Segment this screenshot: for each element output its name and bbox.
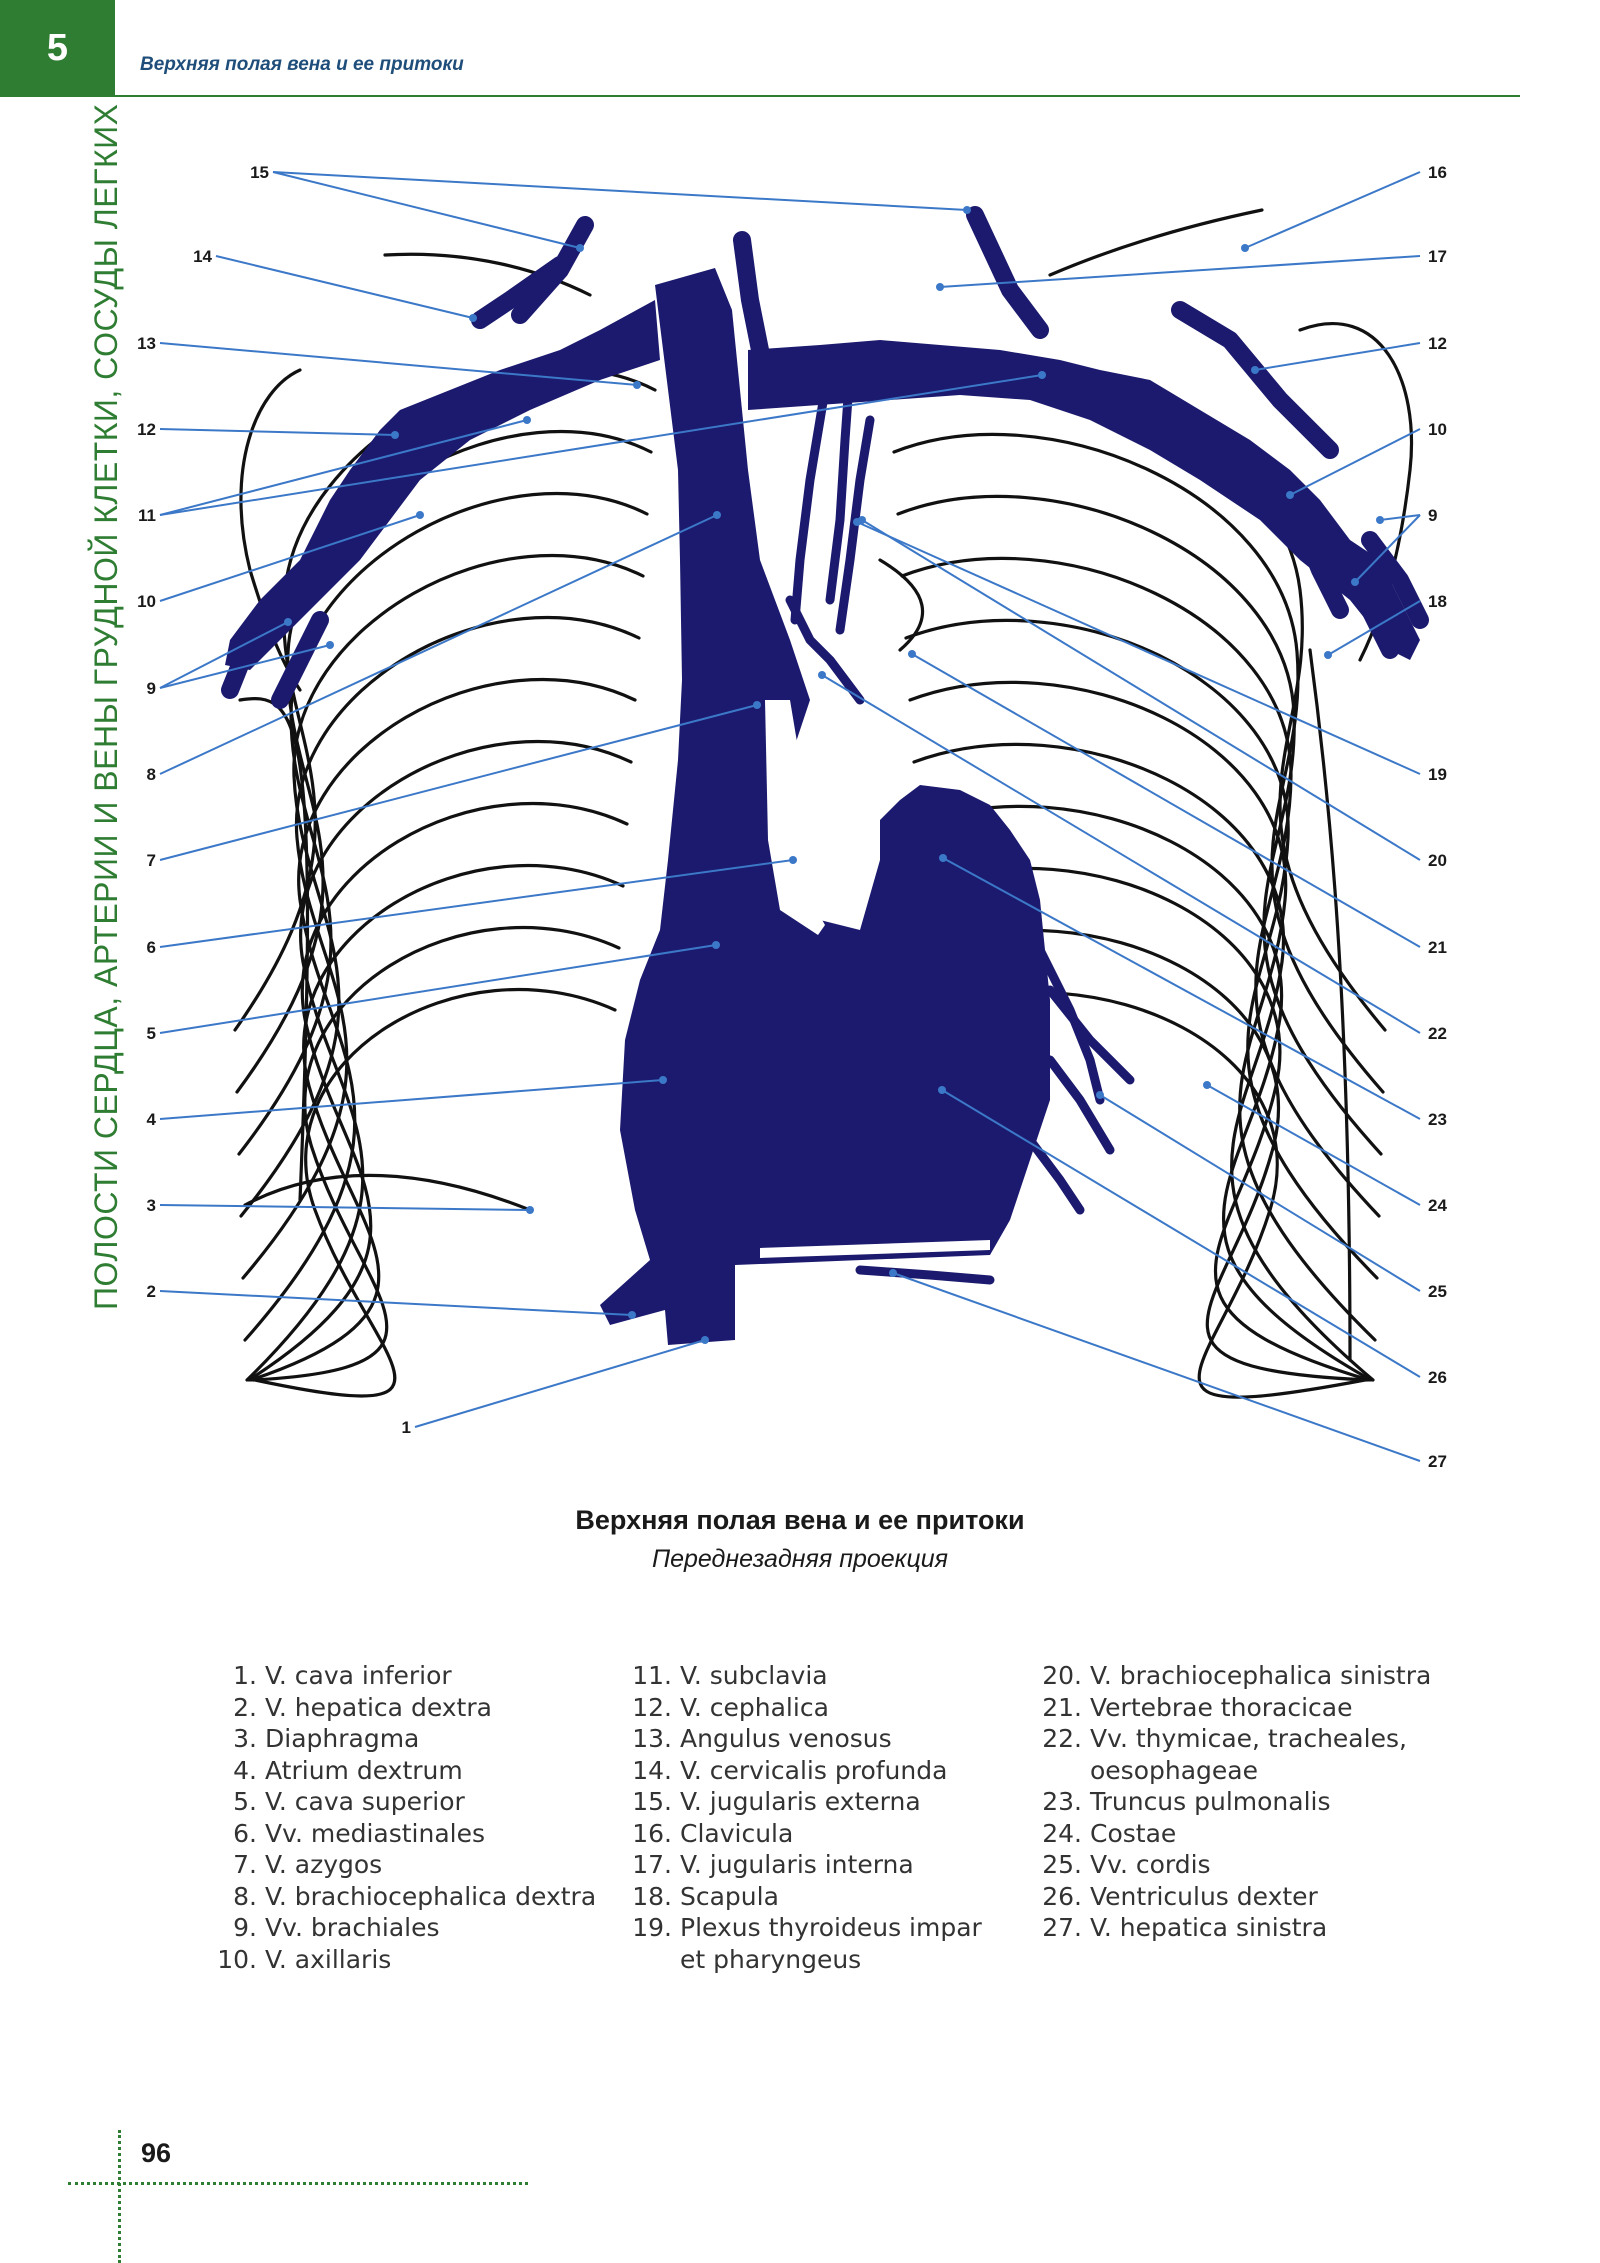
callout-number-25: 25 bbox=[1428, 1282, 1447, 1301]
callout-number-12: 12 bbox=[137, 420, 156, 439]
legend-item-number: 5. bbox=[233, 1787, 257, 1816]
legend-item bbox=[1040, 1849, 1500, 1881]
leader-dot bbox=[326, 641, 334, 649]
legend-item-number: 24. bbox=[1042, 1818, 1082, 1848]
callout-number-24: 24 bbox=[1428, 1196, 1447, 1215]
legend-item bbox=[215, 1912, 615, 1944]
leader-dot bbox=[701, 1336, 709, 1344]
vertebrae-outline bbox=[880, 560, 923, 650]
legend-item bbox=[1040, 1692, 1500, 1724]
leader-line bbox=[415, 1340, 705, 1427]
legend-item-number: 22. bbox=[1042, 1724, 1082, 1753]
legend-item-number: 27. bbox=[1042, 1913, 1082, 1942]
legend-item-number: 20. bbox=[1042, 1661, 1082, 1690]
callout-number-27: 27 bbox=[1428, 1452, 1447, 1471]
hepatic-sinistra-branches bbox=[860, 1270, 990, 1280]
diaphragm-left-dome bbox=[245, 1175, 530, 1210]
legend-item-text: V. cava inferior bbox=[265, 1661, 452, 1690]
legend-item-text: V. hepatica sinistra bbox=[1090, 1913, 1328, 1942]
legend-item bbox=[1040, 1881, 1500, 1913]
legend-item bbox=[215, 1692, 615, 1724]
legend-item-number: 10. bbox=[217, 1944, 257, 1974]
callout-number-20: 20 bbox=[1428, 851, 1447, 870]
jugularis-interna-left bbox=[742, 240, 762, 360]
clavicle-right bbox=[1050, 210, 1262, 275]
cardiac-veins-4 bbox=[1030, 1140, 1080, 1210]
legend-item bbox=[630, 1818, 1000, 1850]
callout-number-4: 4 bbox=[146, 1110, 156, 1129]
callout-number-22: 22 bbox=[1428, 1024, 1447, 1043]
leader-dot bbox=[1351, 578, 1359, 586]
legend-item bbox=[215, 1818, 615, 1850]
legend-item-text: V. brachiocephalica sinistra bbox=[1090, 1661, 1432, 1690]
leader-line bbox=[1207, 1085, 1420, 1205]
legend-item-number: 18. bbox=[632, 1881, 672, 1911]
callout-number-9: 9 bbox=[1428, 506, 1438, 525]
leader-dot bbox=[416, 511, 424, 519]
leader-line bbox=[1380, 515, 1420, 520]
leader-dot bbox=[908, 650, 916, 658]
legend-item-text: V. azygos bbox=[265, 1850, 383, 1879]
callout-number-12: 12 bbox=[1428, 334, 1447, 353]
leader-line bbox=[160, 1205, 530, 1210]
leader-dot bbox=[939, 854, 947, 862]
callout-number-7: 7 bbox=[146, 851, 156, 870]
legend-column-1 bbox=[215, 1660, 615, 1975]
legend-item-text: V. cervicalis profunda bbox=[680, 1755, 948, 1785]
legend-item-text: Diaphragma bbox=[265, 1724, 420, 1753]
callout-number-11: 11 bbox=[138, 506, 156, 525]
legend-item-number: 26. bbox=[1042, 1881, 1082, 1911]
legend-item bbox=[630, 1786, 1000, 1818]
legend-item-number: 17. bbox=[632, 1850, 672, 1879]
legend-item-number: 2. bbox=[233, 1692, 257, 1722]
leader-line bbox=[160, 1291, 632, 1315]
leader-dot bbox=[628, 1311, 636, 1319]
legend-item bbox=[630, 1755, 1000, 1787]
leader-dot bbox=[1241, 244, 1249, 252]
callout-number-19: 19 bbox=[1428, 765, 1447, 784]
legend-item-text: Vertebrae thoracicae bbox=[1090, 1692, 1353, 1722]
subclavia-right bbox=[225, 300, 660, 670]
legend-item bbox=[215, 1944, 615, 1976]
footer-dotted-rule bbox=[68, 2182, 528, 2185]
leader-dot bbox=[523, 416, 531, 424]
leader-dot bbox=[1251, 366, 1259, 374]
legend-item-text: V. subclavia bbox=[680, 1661, 828, 1690]
leader-dot bbox=[633, 381, 641, 389]
footer-dotted-rule-vertical bbox=[118, 2130, 121, 2263]
leader-line bbox=[273, 172, 967, 210]
legend-item bbox=[630, 1912, 1000, 1975]
leader-line bbox=[216, 256, 473, 318]
callout-number-5: 5 bbox=[146, 1024, 156, 1043]
legend-item bbox=[215, 1786, 615, 1818]
leader-dot bbox=[1038, 371, 1046, 379]
callout-number-18: 18 bbox=[1428, 592, 1447, 611]
legend-item-number: 14. bbox=[632, 1755, 672, 1785]
legend-item-text: Ventriculus dexter bbox=[1090, 1881, 1318, 1911]
legend-item bbox=[1040, 1660, 1500, 1692]
leader-line bbox=[893, 1273, 1420, 1461]
legend-item bbox=[215, 1849, 615, 1881]
leader-line bbox=[160, 429, 395, 435]
legend-item-text: Truncus pulmonalis bbox=[1090, 1787, 1331, 1816]
legend-item-number: 7. bbox=[233, 1850, 257, 1879]
legend-item bbox=[215, 1881, 615, 1913]
legend-item-number: 15. bbox=[632, 1787, 672, 1816]
legend-item-text: Vv. brachiales bbox=[265, 1913, 440, 1942]
figure-caption-subtitle: Переднезадняя проекция bbox=[651, 1545, 949, 1573]
leader-dot bbox=[858, 516, 866, 524]
chapter-number-badge: 5 bbox=[0, 0, 115, 97]
leader-line bbox=[1245, 172, 1420, 248]
legend-item-text: V. jugularis interna bbox=[680, 1850, 914, 1879]
leader-dot bbox=[469, 314, 477, 322]
legend-item bbox=[630, 1660, 1000, 1692]
callout-number-3: 3 bbox=[146, 1196, 156, 1215]
legend-item-number: 1. bbox=[233, 1661, 257, 1690]
vena-cava-superior-shape bbox=[600, 268, 1050, 1345]
callout-number-21: 21 bbox=[1428, 938, 1447, 957]
leader-line bbox=[1100, 1095, 1420, 1291]
callout-number-23: 23 bbox=[1428, 1110, 1447, 1129]
page-number: 96 bbox=[141, 2138, 172, 2168]
callout-number-15: 15 bbox=[250, 163, 269, 182]
leader-line bbox=[160, 705, 757, 860]
legend-item-number: 12. bbox=[632, 1692, 672, 1722]
leader-line bbox=[273, 172, 580, 248]
leader-dot bbox=[713, 511, 721, 519]
legend-column-3 bbox=[1040, 1660, 1500, 1944]
legend-item bbox=[1040, 1723, 1500, 1786]
legend-item-number: 3. bbox=[233, 1724, 257, 1753]
legend-item-number: 9. bbox=[233, 1913, 257, 1942]
legend-item bbox=[1040, 1912, 1500, 1944]
callout-number-6: 6 bbox=[146, 938, 156, 957]
legend-item-number: 4. bbox=[233, 1755, 257, 1785]
legend-item-number: 23. bbox=[1042, 1787, 1082, 1816]
running-header-title: Верхняя полая вена и ее притоки bbox=[140, 54, 464, 75]
leader-dot bbox=[1324, 651, 1332, 659]
leader-dot bbox=[284, 618, 292, 626]
legend-item-text: V. hepatica dextra bbox=[265, 1692, 492, 1722]
legend-item-text: V. cephalica bbox=[680, 1692, 829, 1722]
legend-item-number: 8. bbox=[233, 1881, 257, 1911]
legend-item bbox=[1040, 1786, 1500, 1818]
legend-item-number: 6. bbox=[233, 1818, 257, 1848]
legend-item-number: 16. bbox=[632, 1818, 672, 1848]
legend-item bbox=[215, 1723, 615, 1755]
leader-dot bbox=[963, 206, 971, 214]
jugularis-externa-left bbox=[975, 215, 1040, 330]
leader-dot bbox=[936, 283, 944, 291]
legend-item-text: Vv. cordis bbox=[1090, 1850, 1211, 1879]
legend-item-number: 11. bbox=[632, 1661, 672, 1690]
leader-dot bbox=[712, 941, 720, 949]
legend-item bbox=[630, 1881, 1000, 1913]
legend-item-number: 25. bbox=[1042, 1850, 1082, 1879]
callout-number-16: 16 bbox=[1428, 163, 1447, 182]
legend-item bbox=[630, 1723, 1000, 1755]
callout-number-26: 26 bbox=[1428, 1368, 1447, 1387]
legend-item-text: V. cava superior bbox=[265, 1787, 465, 1816]
legend-item-text: Vv. mediastinales bbox=[265, 1818, 486, 1848]
leader-dot bbox=[391, 431, 399, 439]
legend-item bbox=[215, 1660, 615, 1692]
legend-item-text: Vv. thymicae, tracheales, oesophageae bbox=[1090, 1724, 1407, 1785]
legend-item-text: Plexus thyroideus impar et pharyngeus bbox=[680, 1913, 982, 1974]
callout-number-1: 1 bbox=[401, 1418, 411, 1437]
leader-dot bbox=[1096, 1091, 1104, 1099]
legend-item bbox=[1040, 1818, 1500, 1850]
leader-dot bbox=[938, 1086, 946, 1094]
legend-item-number: 21. bbox=[1042, 1692, 1082, 1722]
legend-item-text: Costae bbox=[1090, 1818, 1177, 1848]
leader-dot bbox=[659, 1076, 667, 1084]
callout-number-8: 8 bbox=[146, 765, 156, 784]
leader-dot bbox=[1376, 516, 1384, 524]
leader-dot bbox=[526, 1206, 534, 1214]
legend-item bbox=[630, 1849, 1000, 1881]
leader-line bbox=[940, 256, 1420, 287]
callout-number-10: 10 bbox=[137, 592, 156, 611]
legend-item-number: 19. bbox=[632, 1913, 672, 1942]
leader-dot bbox=[1286, 491, 1294, 499]
callout-number-2: 2 bbox=[146, 1282, 156, 1301]
legend-item-text: Scapula bbox=[680, 1881, 779, 1911]
callout-number-10: 10 bbox=[1428, 420, 1447, 439]
leader-dot bbox=[818, 671, 826, 679]
leader-dot bbox=[889, 1269, 897, 1277]
legend-item bbox=[215, 1755, 615, 1787]
callout-number-17: 17 bbox=[1428, 247, 1447, 266]
leader-dot bbox=[753, 701, 761, 709]
side-section-title: ПОЛОСТИ СЕРДЦА, АРТЕРИИ И ВЕНЫ ГРУДНОЙ КЛЕТКИ, СОСУДЫ ЛЕГКИХ bbox=[88, 103, 124, 1310]
figure-caption-title: Верхняя полая вена и ее притоки bbox=[575, 1505, 1025, 1535]
legend-column-2 bbox=[630, 1660, 1000, 1975]
cardiac-veins-3 bbox=[1050, 1060, 1110, 1150]
leader-dot bbox=[789, 856, 797, 864]
legend-item-text: Atrium dextrum bbox=[265, 1755, 463, 1785]
legend-item-text: V. jugularis externa bbox=[680, 1787, 921, 1816]
legend-item bbox=[630, 1692, 1000, 1724]
legend-item-text: Clavicula bbox=[680, 1818, 794, 1848]
legend-item-number: 13. bbox=[632, 1724, 672, 1753]
legend-item-text: Angulus venosus bbox=[680, 1724, 892, 1753]
callout-number-14: 14 bbox=[193, 247, 212, 266]
callout-number-13: 13 bbox=[137, 334, 156, 353]
callout-number-9: 9 bbox=[146, 679, 156, 698]
leader-dot bbox=[1203, 1081, 1211, 1089]
legend-item-text: V. axillaris bbox=[265, 1944, 392, 1974]
leader-line bbox=[160, 1080, 663, 1119]
leader-dot bbox=[576, 244, 584, 252]
leader-line bbox=[160, 622, 288, 688]
legend-item-text: V. brachiocephalica dextra bbox=[265, 1881, 597, 1911]
